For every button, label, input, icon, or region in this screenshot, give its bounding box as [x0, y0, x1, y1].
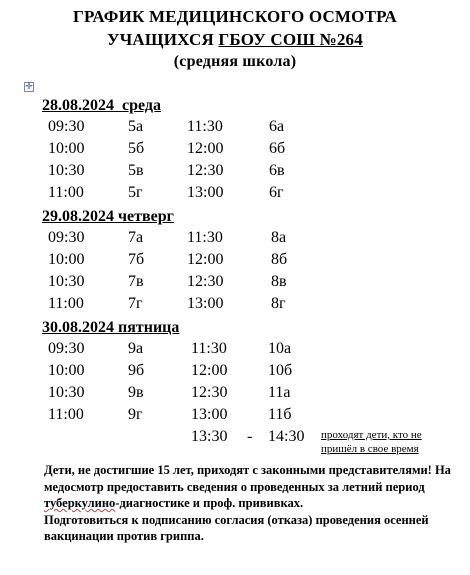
time-cell: 12:00 [187, 140, 224, 157]
time-cell: 13:30 [191, 428, 228, 445]
class-cell: 7в [128, 273, 144, 290]
class-cell: 6в [269, 162, 285, 179]
class-cell: 5г [128, 184, 143, 201]
class-cell: 6а [269, 118, 285, 135]
note-line-1: проходят дети, кто не [321, 429, 422, 441]
table-move-handle-icon[interactable]: ✛ [25, 81, 33, 92]
doc-title-line-1: ГРАФИК МЕДИЦИНСКОГО ОСМОТРА [72, 7, 398, 26]
time-cell: 12:30 [191, 384, 228, 401]
time-cell: 09:30 [48, 340, 85, 357]
footer-notes [44, 462, 464, 545]
latecomers-note [321, 428, 467, 456]
doc-subtitle: (средняя школа) [173, 53, 297, 70]
time-cell: 11:30 [187, 118, 223, 135]
footer-text: Дети, не достигшие 15 лет, приходят с законными представителями! На медосмотр предоставить сведения о проведенных за летний период [44, 463, 451, 494]
class-cell: 10б [268, 362, 293, 379]
day-header-1: 28.08.2024 среда [42, 97, 161, 114]
time-cell: 10:00 [48, 251, 85, 268]
day-header-2: 29.08.2024 четверг [42, 208, 174, 225]
class-cell: 6г [269, 184, 284, 201]
time-cell: 13:00 [187, 184, 224, 201]
time-cell: 11:00 [48, 406, 84, 423]
time-cell: 12:00 [191, 362, 228, 379]
class-cell: 9в [128, 384, 144, 401]
time-cell: 12:30 [187, 162, 224, 179]
time-cell: 13:00 [191, 406, 228, 423]
class-cell: 8в [271, 273, 287, 290]
footer-paragraph-1 [44, 462, 464, 512]
class-cell: 6б [269, 140, 286, 157]
class-cell: 8б [271, 251, 288, 268]
class-cell: 9г [128, 406, 143, 423]
class-cell: 9а [128, 340, 144, 357]
time-cell: 10:30 [48, 384, 85, 401]
time-cell: 12:00 [187, 251, 224, 268]
time-cell: 11:30 [187, 229, 223, 246]
class-cell: 5в [128, 162, 144, 179]
class-cell: 8г [271, 295, 286, 312]
class-cell: 8а [271, 229, 287, 246]
title-prefix: УЧАЩИХСЯ [107, 30, 219, 49]
doc-title-line-2 [0, 29, 470, 51]
time-cell: 10:30 [48, 273, 85, 290]
footer-paragraph-2: Подготовиться к подписанию согласия (отказа) проведения осенней вакцинации против гриппа. [44, 512, 429, 543]
class-cell: 11б [268, 406, 292, 423]
time-cell: 11:00 [48, 184, 84, 201]
time-cell: 09:30 [48, 229, 85, 246]
time-cell: 12:30 [187, 273, 224, 290]
class-cell: 7г [128, 295, 143, 312]
class-cell: 5б [128, 140, 145, 157]
day-header-3: 30.08.2024 пятница [42, 319, 180, 336]
time-cell: 10:00 [48, 140, 85, 157]
time-cell: 11:00 [48, 295, 84, 312]
class-cell: 10а [268, 340, 292, 357]
school-name: ГБОУ СОШ №264 [218, 30, 363, 49]
class-cell: 7а [128, 229, 144, 246]
class-cell: 7б [128, 251, 145, 268]
class-cell: 11а [268, 384, 291, 401]
dash-separator: - [247, 428, 253, 445]
time-cell: 09:30 [48, 118, 85, 135]
footer-text: -диагностике и проф. прививках. [115, 496, 304, 510]
spellcheck-word: туберкулино [44, 496, 116, 510]
time-cell: 13:00 [187, 295, 224, 312]
time-cell: 11:30 [191, 340, 227, 357]
time-cell: 10:00 [48, 362, 85, 379]
class-cell: 5а [128, 118, 144, 135]
time-cell: 10:30 [48, 162, 85, 179]
note-line-2: пришёл в свое время [321, 443, 419, 455]
class-cell: 9б [128, 362, 145, 379]
time-cell: 14:30 [268, 428, 305, 445]
